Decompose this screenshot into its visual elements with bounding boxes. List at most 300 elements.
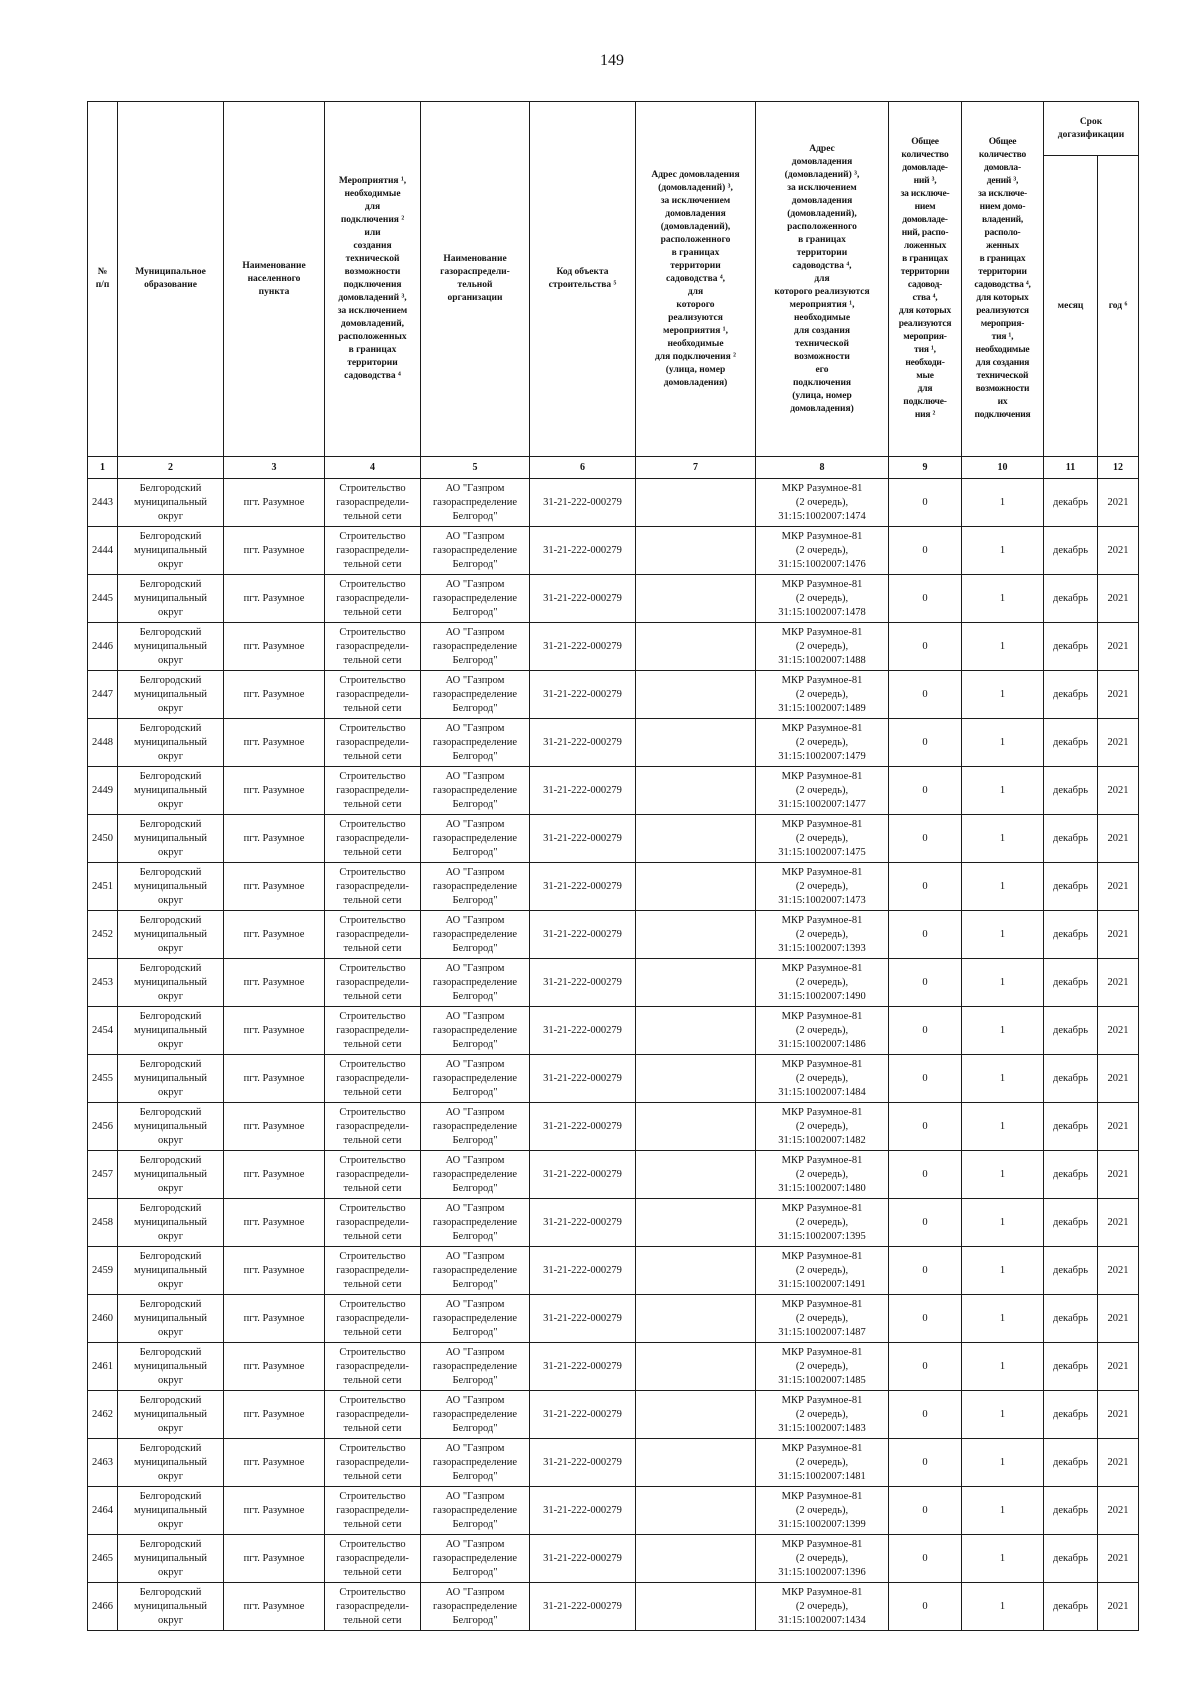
year-cell: 2021 bbox=[1098, 1295, 1139, 1343]
table-row bbox=[88, 1151, 1139, 1199]
month-cell: декабрь bbox=[1044, 911, 1098, 959]
row-number: 2457 bbox=[88, 1151, 118, 1199]
count-connection-cell: 0 bbox=[889, 1199, 962, 1247]
count-capacity-cell: 1 bbox=[962, 1583, 1044, 1631]
object-code-cell: 31-21-222-000279 bbox=[530, 767, 636, 815]
year-cell: 2021 bbox=[1098, 1055, 1139, 1103]
measures-cell: Строительство газораспредели- тельной сети bbox=[325, 1391, 421, 1439]
address-connection-cell bbox=[636, 1055, 756, 1103]
address-connection-cell bbox=[636, 575, 756, 623]
month-cell: декабрь bbox=[1044, 1103, 1098, 1151]
count-connection-cell: 0 bbox=[889, 671, 962, 719]
gas-organization-cell: АО "Газпром газораспределение Белгород" bbox=[421, 1295, 530, 1343]
month-cell: декабрь bbox=[1044, 719, 1098, 767]
row-number: 2458 bbox=[88, 1199, 118, 1247]
address-connection-cell bbox=[636, 1151, 756, 1199]
gas-organization-cell: АО "Газпром газораспределение Белгород" bbox=[421, 479, 530, 527]
address-connection-cell bbox=[636, 1295, 756, 1343]
year-cell: 2021 bbox=[1098, 527, 1139, 575]
address-connection-cell bbox=[636, 623, 756, 671]
row-number: 2444 bbox=[88, 527, 118, 575]
settlement-cell: пгт. Разумное bbox=[224, 959, 325, 1007]
gas-organization-cell: АО "Газпром газораспределение Белгород" bbox=[421, 1007, 530, 1055]
settlement-cell: пгт. Разумное bbox=[224, 1151, 325, 1199]
column-number-cell: 11 bbox=[1044, 457, 1098, 479]
gas-organization-cell: АО "Газпром газораспределение Белгород" bbox=[421, 1391, 530, 1439]
municipality-cell: Белгородский муниципальный округ bbox=[118, 1487, 224, 1535]
gas-organization-cell: АО "Газпром газораспределение Белгород" bbox=[421, 863, 530, 911]
municipality-cell: Белгородский муниципальный округ bbox=[118, 815, 224, 863]
gas-organization-cell: АО "Газпром газораспределение Белгород" bbox=[421, 575, 530, 623]
count-capacity-cell: 1 bbox=[962, 767, 1044, 815]
settlement-cell: пгт. Разумное bbox=[224, 1391, 325, 1439]
settlement-cell: пгт. Разумное bbox=[224, 863, 325, 911]
row-number: 2447 bbox=[88, 671, 118, 719]
column-number-cell: 7 bbox=[636, 457, 756, 479]
address-connection-cell bbox=[636, 479, 756, 527]
gas-organization-cell: АО "Газпром газораспределение Белгород" bbox=[421, 767, 530, 815]
count-connection-cell: 0 bbox=[889, 1391, 962, 1439]
month-cell: декабрь bbox=[1044, 1391, 1098, 1439]
count-capacity-cell: 1 bbox=[962, 911, 1044, 959]
measures-cell: Строительство газораспредели- тельной сети bbox=[325, 1103, 421, 1151]
count-capacity-cell: 1 bbox=[962, 1151, 1044, 1199]
table-row bbox=[88, 719, 1139, 767]
header-object-code: Код объекта строительства ⁵ bbox=[530, 102, 636, 457]
year-cell: 2021 bbox=[1098, 1343, 1139, 1391]
address-capacity-cell: МКР Разумное-81 (2 очередь), 31:15:1002007:1484 bbox=[756, 1055, 889, 1103]
row-number: 2465 bbox=[88, 1535, 118, 1583]
header-municipality: Муниципальное образование bbox=[118, 102, 224, 457]
municipality-cell: Белгородский муниципальный округ bbox=[118, 959, 224, 1007]
address-capacity-cell: МКР Разумное-81 (2 очередь), 31:15:1002007:1490 bbox=[756, 959, 889, 1007]
measures-cell: Строительство газораспредели- тельной сети bbox=[325, 863, 421, 911]
address-capacity-cell: МКР Разумное-81 (2 очередь), 31:15:1002007:1478 bbox=[756, 575, 889, 623]
year-cell: 2021 bbox=[1098, 863, 1139, 911]
page-number: 149 bbox=[600, 52, 624, 69]
count-connection-cell: 0 bbox=[889, 1055, 962, 1103]
month-cell: декабрь bbox=[1044, 1007, 1098, 1055]
settlement-cell: пгт. Разумное bbox=[224, 815, 325, 863]
measures-cell: Строительство газораспредели- тельной сети bbox=[325, 959, 421, 1007]
count-connection-cell: 0 bbox=[889, 719, 962, 767]
measures-cell: Строительство газораспредели- тельной сети bbox=[325, 815, 421, 863]
object-code-cell: 31-21-222-000279 bbox=[530, 671, 636, 719]
settlement-cell: пгт. Разумное bbox=[224, 911, 325, 959]
row-number: 2462 bbox=[88, 1391, 118, 1439]
address-connection-cell bbox=[636, 767, 756, 815]
row-number: 2460 bbox=[88, 1295, 118, 1343]
count-connection-cell: 0 bbox=[889, 1151, 962, 1199]
address-capacity-cell: МКР Разумное-81 (2 очередь), 31:15:1002007:1434 bbox=[756, 1583, 889, 1631]
object-code-cell: 31-21-222-000279 bbox=[530, 479, 636, 527]
month-cell: декабрь bbox=[1044, 1535, 1098, 1583]
object-code-cell: 31-21-222-000279 bbox=[530, 1199, 636, 1247]
header-measures: Мероприятия ¹, необходимые для подключения ² или создания технической возможности подключения домовладений ³, за исключением домовладений, расположенных в границах территории садоводства ⁴ bbox=[325, 102, 421, 457]
gas-organization-cell: АО "Газпром газораспределение Белгород" bbox=[421, 1343, 530, 1391]
row-number: 2455 bbox=[88, 1055, 118, 1103]
address-capacity-cell: МКР Разумное-81 (2 очередь), 31:15:1002007:1475 bbox=[756, 815, 889, 863]
column-number-cell: 8 bbox=[756, 457, 889, 479]
settlement-cell: пгт. Разумное bbox=[224, 767, 325, 815]
measures-cell: Строительство газораспредели- тельной сети bbox=[325, 479, 421, 527]
year-cell: 2021 bbox=[1098, 911, 1139, 959]
address-connection-cell bbox=[636, 1535, 756, 1583]
table-body bbox=[88, 479, 1139, 1631]
settlement-cell: пгт. Разумное bbox=[224, 623, 325, 671]
address-connection-cell bbox=[636, 1487, 756, 1535]
settlement-cell: пгт. Разумное bbox=[224, 1103, 325, 1151]
table-row bbox=[88, 1103, 1139, 1151]
row-number: 2454 bbox=[88, 1007, 118, 1055]
count-connection-cell: 0 bbox=[889, 1007, 962, 1055]
year-cell: 2021 bbox=[1098, 1583, 1139, 1631]
year-cell: 2021 bbox=[1098, 959, 1139, 1007]
count-capacity-cell: 1 bbox=[962, 1343, 1044, 1391]
year-cell: 2021 bbox=[1098, 479, 1139, 527]
month-cell: декабрь bbox=[1044, 815, 1098, 863]
count-capacity-cell: 1 bbox=[962, 1487, 1044, 1535]
municipality-cell: Белгородский муниципальный округ bbox=[118, 1583, 224, 1631]
count-connection-cell: 0 bbox=[889, 575, 962, 623]
object-code-cell: 31-21-222-000279 bbox=[530, 1103, 636, 1151]
settlement-cell: пгт. Разумное bbox=[224, 1487, 325, 1535]
column-number-cell: 4 bbox=[325, 457, 421, 479]
address-connection-cell bbox=[636, 1343, 756, 1391]
row-number: 2456 bbox=[88, 1103, 118, 1151]
header-count-connection: Общее количество домовладе- ний ³, за исключе- нием домовладе- ний, распо- ложенных в границах территории садовод- ства ⁴, для которых реализуются мероприя- тия ¹, необходи- мые для подключе- ния ² bbox=[889, 102, 962, 457]
object-code-cell: 31-21-222-000279 bbox=[530, 959, 636, 1007]
measures-cell: Строительство газораспредели- тельной сети bbox=[325, 1199, 421, 1247]
count-capacity-cell: 1 bbox=[962, 1439, 1044, 1487]
gas-organization-cell: АО "Газпром газораспределение Белгород" bbox=[421, 1103, 530, 1151]
address-capacity-cell: МКР Разумное-81 (2 очередь), 31:15:1002007:1393 bbox=[756, 911, 889, 959]
table-row bbox=[88, 479, 1139, 527]
table-row bbox=[88, 911, 1139, 959]
gas-organization-cell: АО "Газпром газораспределение Белгород" bbox=[421, 1535, 530, 1583]
table-row bbox=[88, 1583, 1139, 1631]
settlement-cell: пгт. Разумное bbox=[224, 1055, 325, 1103]
municipality-cell: Белгородский муниципальный округ bbox=[118, 863, 224, 911]
object-code-cell: 31-21-222-000279 bbox=[530, 1343, 636, 1391]
count-capacity-cell: 1 bbox=[962, 527, 1044, 575]
year-cell: 2021 bbox=[1098, 767, 1139, 815]
address-connection-cell bbox=[636, 863, 756, 911]
address-connection-cell bbox=[636, 1247, 756, 1295]
municipality-cell: Белгородский муниципальный округ bbox=[118, 1391, 224, 1439]
settlement-cell: пгт. Разумное bbox=[224, 575, 325, 623]
month-cell: декабрь bbox=[1044, 623, 1098, 671]
measures-cell: Строительство газораспредели- тельной сети bbox=[325, 671, 421, 719]
measures-cell: Строительство газораспредели- тельной сети bbox=[325, 1007, 421, 1055]
year-cell: 2021 bbox=[1098, 1391, 1139, 1439]
count-capacity-cell: 1 bbox=[962, 719, 1044, 767]
object-code-cell: 31-21-222-000279 bbox=[530, 1535, 636, 1583]
object-code-cell: 31-21-222-000279 bbox=[530, 911, 636, 959]
count-connection-cell: 0 bbox=[889, 911, 962, 959]
address-capacity-cell: МКР Разумное-81 (2 очередь), 31:15:1002007:1488 bbox=[756, 623, 889, 671]
header-month: месяц bbox=[1044, 156, 1098, 457]
count-capacity-cell: 1 bbox=[962, 1535, 1044, 1583]
count-capacity-cell: 1 bbox=[962, 1391, 1044, 1439]
address-capacity-cell: МКР Разумное-81 (2 очередь), 31:15:1002007:1481 bbox=[756, 1439, 889, 1487]
month-cell: декабрь bbox=[1044, 863, 1098, 911]
table-row bbox=[88, 1343, 1139, 1391]
month-cell: декабрь bbox=[1044, 1151, 1098, 1199]
gas-organization-cell: АО "Газпром газораспределение Белгород" bbox=[421, 719, 530, 767]
address-capacity-cell: МКР Разумное-81 (2 очередь), 31:15:1002007:1473 bbox=[756, 863, 889, 911]
gas-organization-cell: АО "Газпром газораспределение Белгород" bbox=[421, 1247, 530, 1295]
address-capacity-cell: МКР Разумное-81 (2 очередь), 31:15:1002007:1483 bbox=[756, 1391, 889, 1439]
gas-organization-cell: АО "Газпром газораспределение Белгород" bbox=[421, 959, 530, 1007]
measures-cell: Строительство газораспредели- тельной сети bbox=[325, 575, 421, 623]
settlement-cell: пгт. Разумное bbox=[224, 479, 325, 527]
header-row-number: № п/п bbox=[88, 102, 118, 457]
month-cell: декабрь bbox=[1044, 479, 1098, 527]
gas-organization-cell: АО "Газпром газораспределение Белгород" bbox=[421, 911, 530, 959]
address-connection-cell bbox=[636, 911, 756, 959]
gas-organization-cell: АО "Газпром газораспределение Белгород" bbox=[421, 527, 530, 575]
row-number: 2453 bbox=[88, 959, 118, 1007]
count-capacity-cell: 1 bbox=[962, 863, 1044, 911]
row-number: 2461 bbox=[88, 1343, 118, 1391]
count-capacity-cell: 1 bbox=[962, 479, 1044, 527]
address-capacity-cell: МКР Разумное-81 (2 очередь), 31:15:1002007:1399 bbox=[756, 1487, 889, 1535]
measures-cell: Строительство газораспредели- тельной сети bbox=[325, 1151, 421, 1199]
measures-cell: Строительство газораспредели- тельной сети bbox=[325, 719, 421, 767]
month-cell: декабрь bbox=[1044, 1487, 1098, 1535]
object-code-cell: 31-21-222-000279 bbox=[530, 1391, 636, 1439]
municipality-cell: Белгородский муниципальный округ bbox=[118, 479, 224, 527]
address-capacity-cell: МКР Разумное-81 (2 очередь), 31:15:1002007:1489 bbox=[756, 671, 889, 719]
month-cell: декабрь bbox=[1044, 767, 1098, 815]
address-connection-cell bbox=[636, 1391, 756, 1439]
address-capacity-cell: МКР Разумное-81 (2 очередь), 31:15:1002007:1491 bbox=[756, 1247, 889, 1295]
municipality-cell: Белгородский муниципальный округ bbox=[118, 1343, 224, 1391]
address-capacity-cell: МКР Разумное-81 (2 очередь), 31:15:1002007:1476 bbox=[756, 527, 889, 575]
municipality-cell: Белгородский муниципальный округ bbox=[118, 527, 224, 575]
municipality-cell: Белгородский муниципальный округ bbox=[118, 719, 224, 767]
municipality-cell: Белгородский муниципальный округ bbox=[118, 623, 224, 671]
settlement-cell: пгт. Разумное bbox=[224, 719, 325, 767]
measures-cell: Строительство газораспредели- тельной сети bbox=[325, 1439, 421, 1487]
settlement-cell: пгт. Разумное bbox=[224, 527, 325, 575]
object-code-cell: 31-21-222-000279 bbox=[530, 1151, 636, 1199]
address-connection-cell bbox=[636, 1199, 756, 1247]
settlement-cell: пгт. Разумное bbox=[224, 1295, 325, 1343]
year-cell: 2021 bbox=[1098, 1199, 1139, 1247]
row-number: 2463 bbox=[88, 1439, 118, 1487]
count-connection-cell: 0 bbox=[889, 1295, 962, 1343]
municipality-cell: Белгородский муниципальный округ bbox=[118, 911, 224, 959]
object-code-cell: 31-21-222-000279 bbox=[530, 1487, 636, 1535]
address-connection-cell bbox=[636, 1007, 756, 1055]
table-row bbox=[88, 1055, 1139, 1103]
address-capacity-cell: МКР Разумное-81 (2 очередь), 31:15:1002007:1487 bbox=[756, 1295, 889, 1343]
count-capacity-cell: 1 bbox=[962, 959, 1044, 1007]
row-number: 2452 bbox=[88, 911, 118, 959]
month-cell: декабрь bbox=[1044, 1247, 1098, 1295]
measures-cell: Строительство газораспредели- тельной сети bbox=[325, 1295, 421, 1343]
table-row bbox=[88, 623, 1139, 671]
address-capacity-cell: МКР Разумное-81 (2 очередь), 31:15:1002007:1396 bbox=[756, 1535, 889, 1583]
header-gas-organization: Наименование газораспредели- тельной организации bbox=[421, 102, 530, 457]
table-row bbox=[88, 1391, 1139, 1439]
object-code-cell: 31-21-222-000279 bbox=[530, 1055, 636, 1103]
measures-cell: Строительство газораспредели- тельной сети bbox=[325, 1247, 421, 1295]
count-connection-cell: 0 bbox=[889, 767, 962, 815]
settlement-cell: пгт. Разумное bbox=[224, 1583, 325, 1631]
measures-cell: Строительство газораспредели- тельной сети bbox=[325, 767, 421, 815]
month-cell: декабрь bbox=[1044, 527, 1098, 575]
row-number: 2450 bbox=[88, 815, 118, 863]
table-row bbox=[88, 959, 1139, 1007]
municipality-cell: Белгородский муниципальный округ bbox=[118, 1295, 224, 1343]
settlement-cell: пгт. Разумное bbox=[224, 671, 325, 719]
address-connection-cell bbox=[636, 959, 756, 1007]
municipality-cell: Белгородский муниципальный округ bbox=[118, 575, 224, 623]
header-year: год ⁶ bbox=[1098, 156, 1139, 457]
settlement-cell: пгт. Разумное bbox=[224, 1007, 325, 1055]
object-code-cell: 31-21-222-000279 bbox=[530, 1007, 636, 1055]
row-number: 2451 bbox=[88, 863, 118, 911]
month-cell: декабрь bbox=[1044, 575, 1098, 623]
address-connection-cell bbox=[636, 1583, 756, 1631]
address-capacity-cell: МКР Разумное-81 (2 очередь), 31:15:1002007:1485 bbox=[756, 1343, 889, 1391]
gas-organization-cell: АО "Газпром газораспределение Белгород" bbox=[421, 1199, 530, 1247]
count-connection-cell: 0 bbox=[889, 1247, 962, 1295]
column-number-cell: 6 bbox=[530, 457, 636, 479]
municipality-cell: Белгородский муниципальный округ bbox=[118, 1247, 224, 1295]
month-cell: декабрь bbox=[1044, 671, 1098, 719]
count-connection-cell: 0 bbox=[889, 1535, 962, 1583]
table-row bbox=[88, 1247, 1139, 1295]
municipality-cell: Белгородский муниципальный округ bbox=[118, 1103, 224, 1151]
count-connection-cell: 0 bbox=[889, 863, 962, 911]
year-cell: 2021 bbox=[1098, 815, 1139, 863]
table-row bbox=[88, 1007, 1139, 1055]
year-cell: 2021 bbox=[1098, 1151, 1139, 1199]
year-cell: 2021 bbox=[1098, 719, 1139, 767]
address-capacity-cell: МКР Разумное-81 (2 очередь), 31:15:1002007:1477 bbox=[756, 767, 889, 815]
measures-cell: Строительство газораспредели- тельной сети bbox=[325, 1343, 421, 1391]
object-code-cell: 31-21-222-000279 bbox=[530, 1439, 636, 1487]
table-row bbox=[88, 1535, 1139, 1583]
row-number: 2459 bbox=[88, 1247, 118, 1295]
address-capacity-cell: МКР Разумное-81 (2 очередь), 31:15:1002007:1479 bbox=[756, 719, 889, 767]
column-number-cell: 12 bbox=[1098, 457, 1139, 479]
count-capacity-cell: 1 bbox=[962, 1055, 1044, 1103]
address-capacity-cell: МКР Разумное-81 (2 очередь), 31:15:1002007:1480 bbox=[756, 1151, 889, 1199]
municipality-cell: Белгородский муниципальный округ bbox=[118, 1151, 224, 1199]
count-connection-cell: 0 bbox=[889, 815, 962, 863]
year-cell: 2021 bbox=[1098, 1247, 1139, 1295]
municipality-cell: Белгородский муниципальный округ bbox=[118, 1199, 224, 1247]
table-row bbox=[88, 527, 1139, 575]
address-connection-cell bbox=[636, 1439, 756, 1487]
count-capacity-cell: 1 bbox=[962, 815, 1044, 863]
table-row bbox=[88, 1487, 1139, 1535]
settlement-cell: пгт. Разумное bbox=[224, 1247, 325, 1295]
count-capacity-cell: 1 bbox=[962, 1199, 1044, 1247]
row-number: 2464 bbox=[88, 1487, 118, 1535]
month-cell: декабрь bbox=[1044, 1583, 1098, 1631]
address-capacity-cell: МКР Разумное-81 (2 очередь), 31:15:1002007:1486 bbox=[756, 1007, 889, 1055]
count-connection-cell: 0 bbox=[889, 479, 962, 527]
gas-organization-cell: АО "Газпром газораспределение Белгород" bbox=[421, 1487, 530, 1535]
count-capacity-cell: 1 bbox=[962, 1103, 1044, 1151]
address-connection-cell bbox=[636, 671, 756, 719]
table-row bbox=[88, 671, 1139, 719]
municipality-cell: Белгородский муниципальный округ bbox=[118, 1535, 224, 1583]
column-number-cell: 1 bbox=[88, 457, 118, 479]
year-cell: 2021 bbox=[1098, 1439, 1139, 1487]
year-cell: 2021 bbox=[1098, 1007, 1139, 1055]
object-code-cell: 31-21-222-000279 bbox=[530, 575, 636, 623]
month-cell: декабрь bbox=[1044, 1295, 1098, 1343]
measures-cell: Строительство газораспредели- тельной сети bbox=[325, 1583, 421, 1631]
object-code-cell: 31-21-222-000279 bbox=[530, 1583, 636, 1631]
count-connection-cell: 0 bbox=[889, 959, 962, 1007]
table-row bbox=[88, 815, 1139, 863]
measures-cell: Строительство газораспредели- тельной сети bbox=[325, 1535, 421, 1583]
header-settlement: Наименование населенного пункта bbox=[224, 102, 325, 457]
address-connection-cell bbox=[636, 719, 756, 767]
object-code-cell: 31-21-222-000279 bbox=[530, 719, 636, 767]
address-capacity-cell: МКР Разумное-81 (2 очередь), 31:15:1002007:1474 bbox=[756, 479, 889, 527]
address-connection-cell bbox=[636, 527, 756, 575]
year-cell: 2021 bbox=[1098, 1535, 1139, 1583]
year-cell: 2021 bbox=[1098, 1103, 1139, 1151]
measures-cell: Строительство газораспредели- тельной сети bbox=[325, 911, 421, 959]
header-count-capacity: Общее количество домовла- дений ³, за исключе- нием домо- владений, располо- женных в границах территории садоводства ⁴, для которых реализуются мероприя- тия ¹, необходимые для создания технической возможности их подключения bbox=[962, 102, 1044, 457]
municipality-cell: Белгородский муниципальный округ bbox=[118, 1007, 224, 1055]
table-row bbox=[88, 575, 1139, 623]
row-number: 2448 bbox=[88, 719, 118, 767]
header-deadline: Срок догазификации bbox=[1044, 102, 1139, 156]
row-number: 2443 bbox=[88, 479, 118, 527]
address-capacity-cell: МКР Разумное-81 (2 очередь), 31:15:1002007:1395 bbox=[756, 1199, 889, 1247]
measures-cell: Строительство газораспредели- тельной сети bbox=[325, 1487, 421, 1535]
gasification-table bbox=[87, 101, 1139, 1631]
count-connection-cell: 0 bbox=[889, 1103, 962, 1151]
month-cell: декабрь bbox=[1044, 1055, 1098, 1103]
settlement-cell: пгт. Разумное bbox=[224, 1439, 325, 1487]
count-capacity-cell: 1 bbox=[962, 623, 1044, 671]
column-number-cell: 10 bbox=[962, 457, 1044, 479]
settlement-cell: пгт. Разумное bbox=[224, 1199, 325, 1247]
gas-organization-cell: АО "Газпром газораспределение Белгород" bbox=[421, 671, 530, 719]
row-number: 2449 bbox=[88, 767, 118, 815]
count-connection-cell: 0 bbox=[889, 1583, 962, 1631]
column-number-cell: 2 bbox=[118, 457, 224, 479]
count-capacity-cell: 1 bbox=[962, 1295, 1044, 1343]
gas-organization-cell: АО "Газпром газораспределение Белгород" bbox=[421, 1151, 530, 1199]
municipality-cell: Белгородский муниципальный округ bbox=[118, 1055, 224, 1103]
year-cell: 2021 bbox=[1098, 1487, 1139, 1535]
row-number: 2445 bbox=[88, 575, 118, 623]
column-number-cell: 3 bbox=[224, 457, 325, 479]
count-capacity-cell: 1 bbox=[962, 671, 1044, 719]
month-cell: декабрь bbox=[1044, 1199, 1098, 1247]
address-capacity-cell: МКР Разумное-81 (2 очередь), 31:15:1002007:1482 bbox=[756, 1103, 889, 1151]
column-number-cell: 5 bbox=[421, 457, 530, 479]
gas-organization-cell: АО "Газпром газораспределение Белгород" bbox=[421, 623, 530, 671]
year-cell: 2021 bbox=[1098, 575, 1139, 623]
object-code-cell: 31-21-222-000279 bbox=[530, 815, 636, 863]
address-connection-cell bbox=[636, 1103, 756, 1151]
count-capacity-cell: 1 bbox=[962, 1247, 1044, 1295]
